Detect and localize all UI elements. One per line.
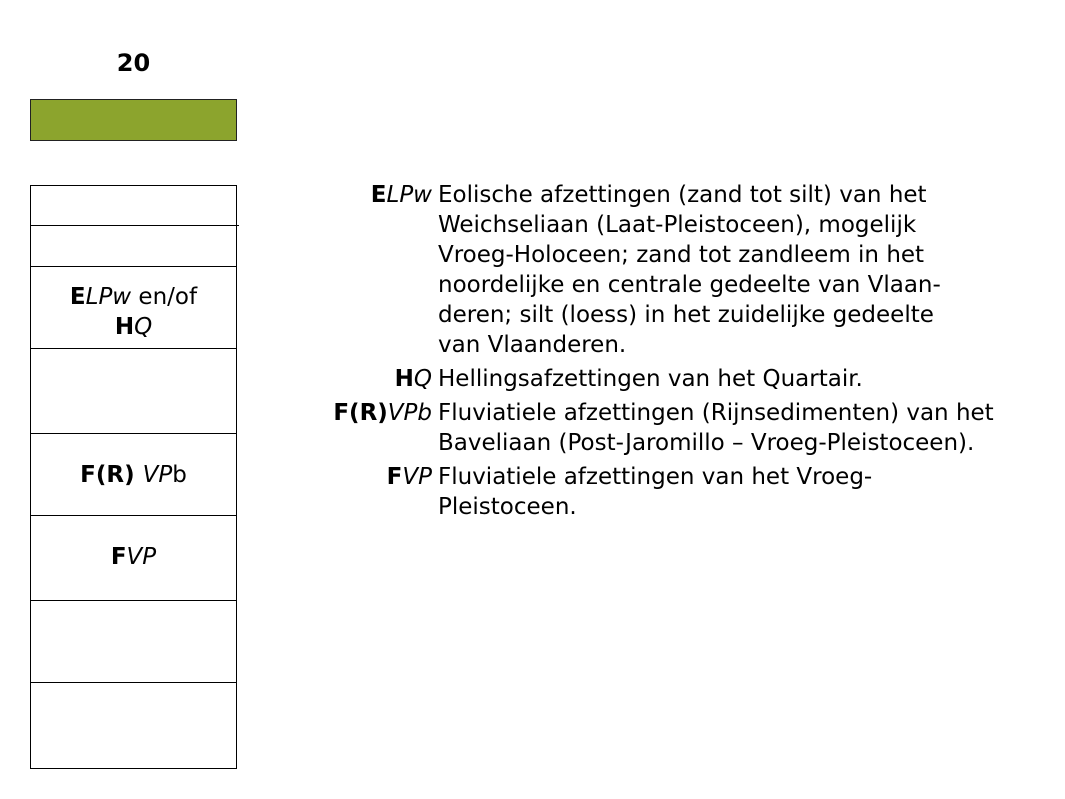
- layer-code-part: Q: [134, 314, 153, 340]
- layer-label-line2: [115, 314, 152, 340]
- layer-label-line1: [80, 462, 187, 488]
- legend-description-line: Vroeg-Holoceen; zand tot zandleem in het: [438, 242, 925, 268]
- legend-description-line: Fluviatiele afzettingen van het Vroeg-: [438, 464, 873, 490]
- legend-code: [320, 462, 438, 522]
- legend-description: [438, 398, 1050, 458]
- layer-label-line1: [70, 284, 197, 310]
- legend-description: [438, 462, 1050, 522]
- layer-code-part: b: [172, 462, 187, 488]
- legend-code-part: E: [370, 182, 387, 208]
- legend-description-line: noordelijke en centrale gedeelte van Vlaan-: [438, 272, 941, 298]
- layer-boundary: [31, 348, 236, 349]
- legend-entry: [320, 364, 1050, 394]
- legend-description-line: deren; silt (loess) in het zuidelijke gedeelte: [438, 302, 934, 328]
- legend-code: [320, 364, 438, 394]
- legend-entry: [320, 180, 1050, 360]
- legend-description-line: Eolische afzettingen (zand tot silt) van het: [438, 182, 927, 208]
- layer-code-part: F: [110, 544, 127, 570]
- layer-boundary: [31, 266, 236, 267]
- legend-code-part: H: [394, 366, 414, 392]
- legend-description-line: Pleistoceen.: [438, 494, 577, 520]
- legend-code-part: VPb: [387, 400, 432, 426]
- layer-code-part: F(R): [80, 462, 143, 488]
- layer-boundary: [31, 433, 236, 434]
- layer-label-fvp: [31, 542, 236, 572]
- legend-description-line: van Vlaanderen.: [438, 332, 627, 358]
- layer-code-part: en/of: [131, 284, 198, 310]
- legend-description-line: Baveliaan (Post-Jaromillo – Vroeg-Pleistoceen).: [438, 430, 975, 456]
- layer-label-frvpb: [31, 460, 236, 490]
- layer-boundary: [31, 600, 236, 601]
- layer-code-part: LPw: [85, 284, 132, 310]
- legend-entry: [320, 398, 1050, 458]
- legend-entry: [320, 462, 1050, 522]
- legend-code: [320, 180, 438, 360]
- layer-code-part: VP: [142, 462, 173, 488]
- legend-code-part: Q: [413, 366, 432, 392]
- legend-code-part: F(R): [333, 400, 388, 426]
- layer-code-part: E: [69, 284, 86, 310]
- legend-description: [438, 180, 1050, 360]
- legend-description-line: Weichseliaan (Laat-Pleistoceen), mogelijk: [438, 212, 917, 238]
- sheet-number: 20: [116, 49, 151, 77]
- legend-code-part: F: [386, 464, 403, 490]
- layer-label-line1: [111, 544, 156, 570]
- layer-code-part: H: [114, 314, 135, 340]
- layer-boundary: [31, 682, 236, 683]
- legend-code-part: VP: [402, 464, 432, 490]
- layer-boundary: [31, 225, 239, 226]
- layer-code-part: VP: [126, 544, 157, 570]
- lithology-column: [30, 185, 237, 769]
- legend-description-line: Hellingsafzettingen van het Quartair.: [438, 366, 863, 392]
- legend: [320, 180, 1050, 526]
- legend-code-part: LPw: [386, 182, 432, 208]
- color-swatch: [30, 99, 237, 141]
- legend-description: [438, 364, 1050, 394]
- legend-description-line: Fluviatiele afzettingen (Rijnsedimenten) van het: [438, 400, 994, 426]
- layer-label-elpw-hq: [31, 282, 236, 342]
- layer-boundary: [31, 515, 236, 516]
- legend-code: [320, 398, 438, 458]
